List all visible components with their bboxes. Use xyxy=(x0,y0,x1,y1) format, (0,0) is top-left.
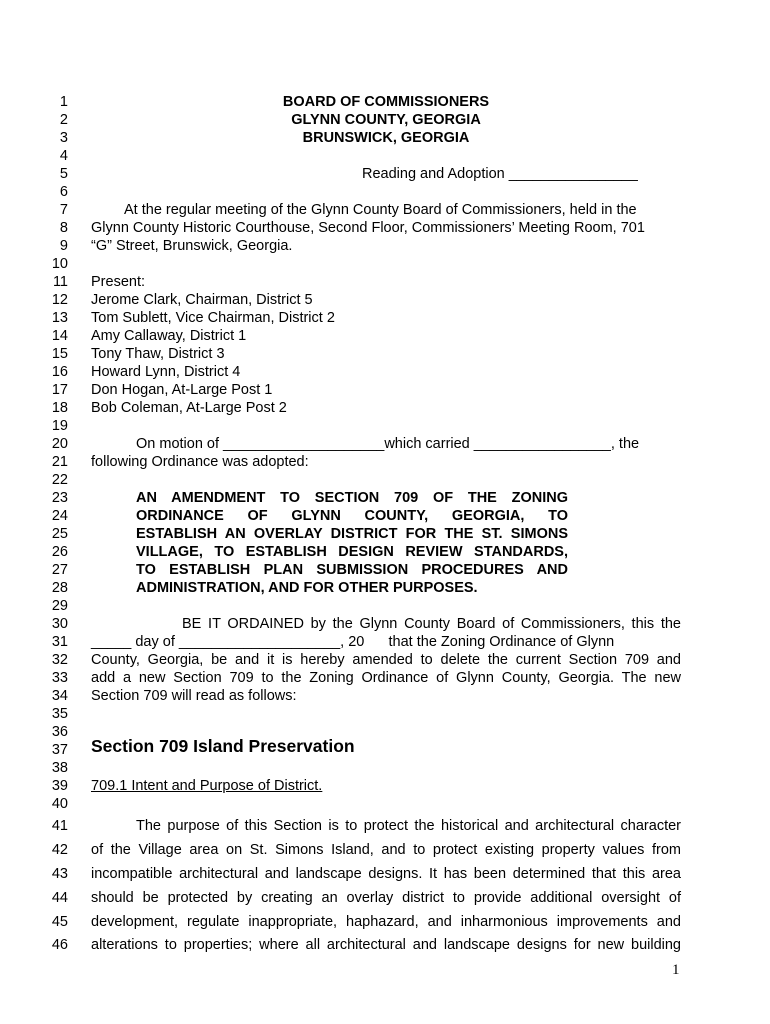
line-number: 16 xyxy=(51,364,68,380)
intro-line: Glynn County Historic Courthouse, Second Floor, Commissioners’ Meeting Room, 701 xyxy=(91,220,645,236)
line-number: 33 xyxy=(51,670,68,686)
commissioner-entry: Tom Sublett, Vice Chairman, District 2 xyxy=(91,310,335,326)
ordained-line: add a new Section 709 to the Zoning Ordinance of Glynn County, Georgia. The new xyxy=(91,670,681,686)
line-number: 15 xyxy=(51,346,68,362)
line-number: 2 xyxy=(59,112,68,128)
motion-line: following Ordinance was adopted: xyxy=(91,454,309,470)
line-number: 30 xyxy=(51,616,68,632)
commissioner-entry: Jerome Clark, Chairman, District 5 xyxy=(91,292,313,308)
line-number: 26 xyxy=(51,544,68,560)
line-number: 11 xyxy=(52,274,68,290)
ordinance-title-line: AN AMENDMENT TO SECTION 709 OF THE ZONING xyxy=(136,490,568,506)
purpose-line: incompatible architectural and landscape designs. It has been determined that this area xyxy=(91,866,681,882)
commissioner-entry: Bob Coleman, At-Large Post 2 xyxy=(91,400,287,416)
line-number: 4 xyxy=(59,148,68,164)
document-subtitle-city: BRUNSWICK, GEORGIA xyxy=(302,130,470,146)
line-number: 41 xyxy=(51,818,68,834)
line-number: 5 xyxy=(59,166,68,182)
purpose-line: alterations to properties; where all architectural and landscape designs for new building xyxy=(91,937,681,953)
line-number: 12 xyxy=(51,292,68,308)
line-number: 38 xyxy=(51,760,68,776)
reading-adoption-line: Reading and Adoption ________________ xyxy=(362,166,638,182)
ordinance-title-line: ADMINISTRATION, AND FOR OTHER PURPOSES. xyxy=(136,580,478,596)
intro-line: At the regular meeting of the Glynn County Board of Commissioners, held in the xyxy=(124,202,637,218)
line-number: 29 xyxy=(51,598,68,614)
line-number: 23 xyxy=(51,490,68,506)
document-subtitle-county: GLYNN COUNTY, GEORGIA xyxy=(291,112,481,128)
line-number: 17 xyxy=(51,382,68,398)
ordinance-title-line: ESTABLISH AN OVERLAY DISTRICT FOR THE ST. SIMONS xyxy=(136,526,568,542)
ordinance-title-line: VILLAGE, TO ESTABLISH DESIGN REVIEW STANDARDS, xyxy=(136,544,568,560)
line-number: 40 xyxy=(51,796,68,812)
line-number: 3 xyxy=(59,130,68,146)
subsection-heading: 709.1 Intent and Purpose of District. xyxy=(91,778,323,794)
purpose-line: of the Village area on St. Simons Island, and to protect existing property values from xyxy=(91,842,681,858)
line-number: 44 xyxy=(51,890,68,906)
ordained-line: _____ day of ____________________, 20 that the Zoning Ordinance of Glynn xyxy=(91,634,615,650)
line-number: 36 xyxy=(51,724,68,740)
line-number: 14 xyxy=(51,328,68,344)
line-number: 8 xyxy=(59,220,68,236)
motion-line: On motion of ____________________which carried _________________, the xyxy=(136,436,640,452)
ordained-line: Section 709 will read as follows: xyxy=(91,688,297,704)
line-number: 6 xyxy=(59,184,68,200)
ordained-line: BE IT ORDAINED by the Glynn County Board of Commissioners, this the xyxy=(182,616,681,632)
line-number: 27 xyxy=(51,562,68,578)
line-number: 13 xyxy=(51,310,68,326)
line-number: 1 xyxy=(59,94,68,110)
line-number: 28 xyxy=(51,580,68,596)
purpose-line: development, regulate inappropriate, haphazard, and inharmonious improvements and xyxy=(91,914,681,930)
page-number: 1 xyxy=(672,962,680,978)
line-number: 7 xyxy=(59,202,68,218)
commissioner-entry: Amy Callaway, District 1 xyxy=(91,328,247,344)
purpose-line: The purpose of this Section is to protect the historical and architectural character xyxy=(136,818,681,834)
ordinance-title-line: ORDINANCE OF GLYNN COUNTY, GEORGIA, TO xyxy=(136,508,568,524)
line-number: 34 xyxy=(51,688,68,704)
line-number: 19 xyxy=(51,418,68,434)
intro-line: “G” Street, Brunswick, Georgia. xyxy=(91,238,293,254)
section-heading: Section 709 Island Preservation xyxy=(91,736,355,756)
line-number: 31 xyxy=(51,634,68,650)
line-number: 35 xyxy=(51,706,68,722)
line-number: 37 xyxy=(51,742,68,758)
purpose-line: should be protected by creating an overlay district to provide additional oversight of xyxy=(91,890,681,906)
line-number: 24 xyxy=(51,508,68,524)
ordained-line: County, Georgia, be and it is hereby amended to delete the current Section 709 and xyxy=(91,652,681,668)
line-number: 32 xyxy=(51,652,68,668)
document-title: BOARD OF COMMISSIONERS xyxy=(282,94,490,110)
line-number: 9 xyxy=(59,238,68,254)
line-number: 10 xyxy=(51,256,68,272)
present-label: Present: xyxy=(91,274,145,290)
ordinance-title-line: TO ESTABLISH PLAN SUBMISSION PROCEDURES AND xyxy=(136,562,568,578)
line-number: 21 xyxy=(51,454,68,470)
commissioner-entry: Don Hogan, At-Large Post 1 xyxy=(91,382,273,398)
line-number: 18 xyxy=(51,400,68,416)
line-number: 46 xyxy=(51,937,68,953)
line-number: 25 xyxy=(51,526,68,542)
line-number: 42 xyxy=(51,842,68,858)
line-number: 43 xyxy=(51,866,68,882)
line-number: 39 xyxy=(51,778,68,794)
line-number: 20 xyxy=(51,436,68,452)
line-number: 45 xyxy=(51,914,68,930)
commissioner-entry: Tony Thaw, District 3 xyxy=(91,346,225,362)
commissioner-entry: Howard Lynn, District 4 xyxy=(91,364,241,380)
line-number: 22 xyxy=(51,472,68,488)
